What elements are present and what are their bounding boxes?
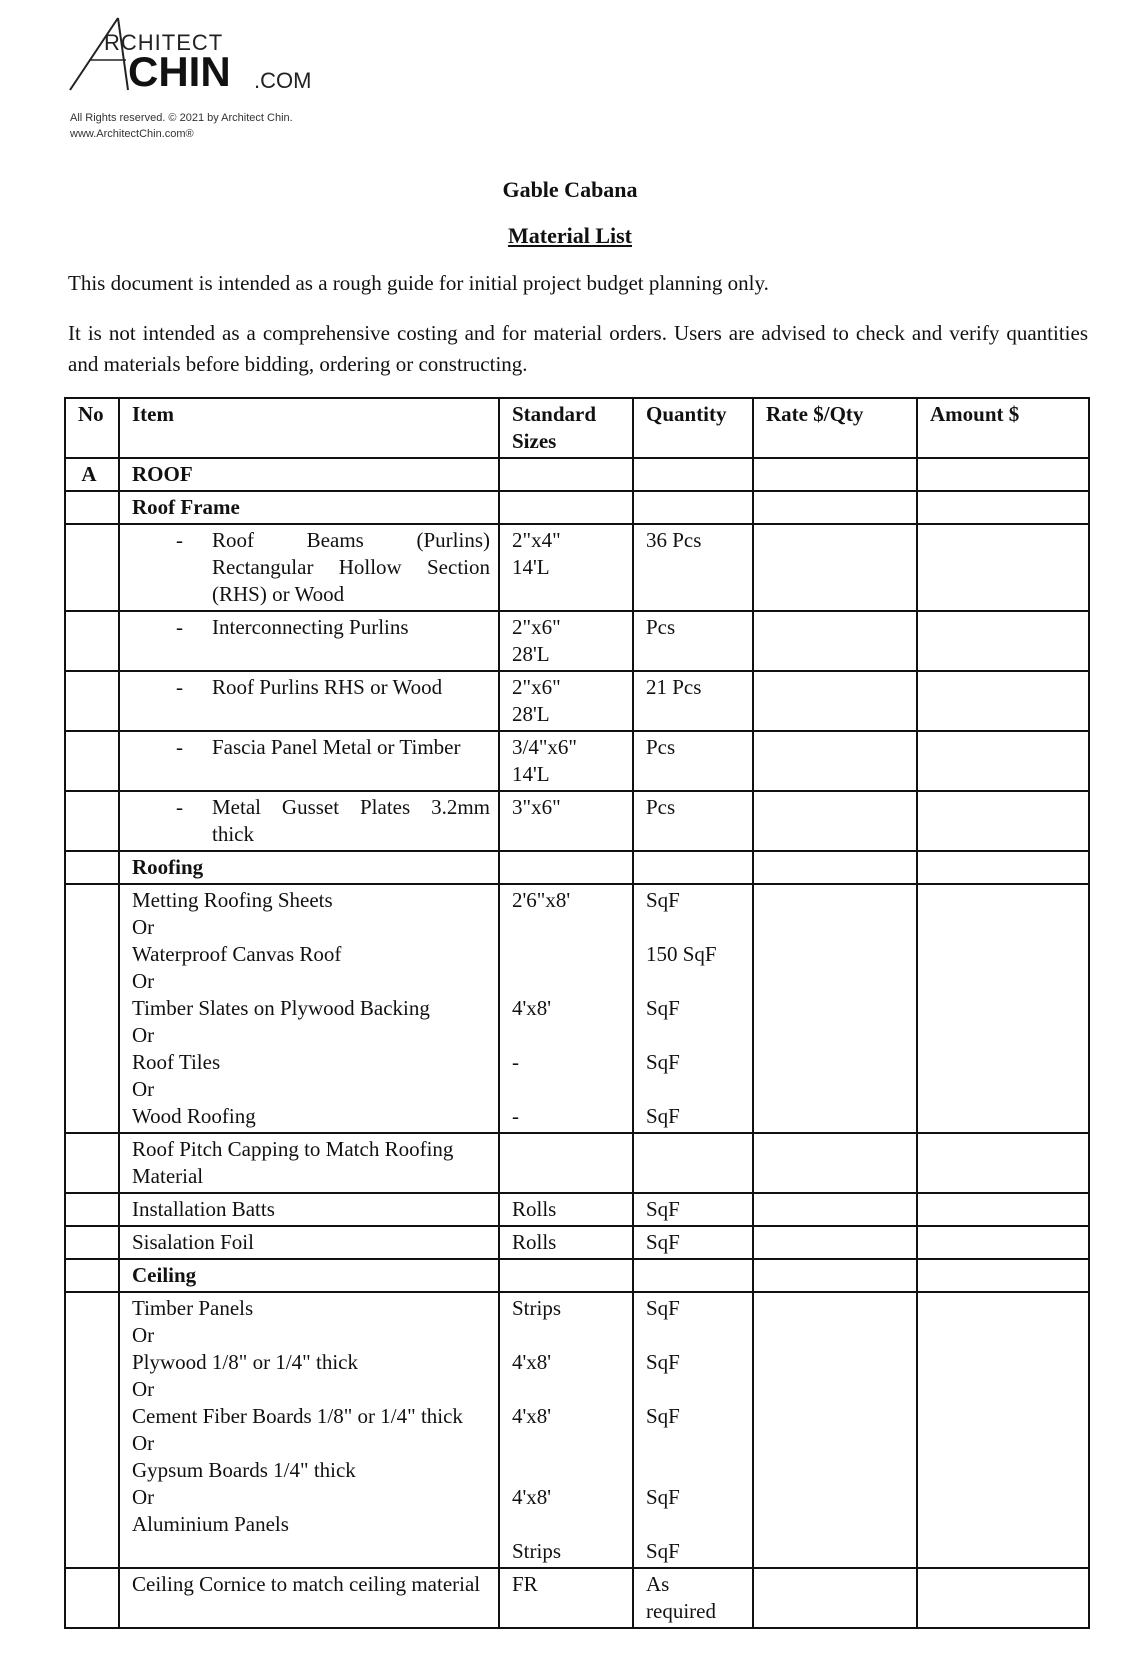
option-item: Timber Panels <box>132 1296 254 1320</box>
option-or: Or <box>132 1323 155 1347</box>
quantity-cell: 21 Pcs <box>633 671 753 731</box>
ceiling-qty-list <box>633 1292 753 1568</box>
roofing-options-list <box>119 884 499 1133</box>
section-row <box>65 458 1089 491</box>
std-size: 2"x6" <box>512 675 561 699</box>
option-or: Or <box>132 1023 155 1047</box>
option-item: Aluminium Panels <box>132 1512 289 1536</box>
option-or: Or <box>132 1077 155 1101</box>
quantity-cell: 36 Pcs <box>633 524 753 611</box>
std-length: 14'L <box>512 762 550 786</box>
item-text: Roof Purlins RHS or Wood <box>212 675 443 699</box>
std-length: 14'L <box>512 555 550 579</box>
std-size: 2"x4" <box>512 528 561 552</box>
logo-dotcom-text: .COM <box>254 68 312 93</box>
table-row <box>65 1226 1089 1259</box>
dash-marker: - <box>176 615 183 639</box>
subheading-roof-frame: Roof Frame <box>119 491 499 524</box>
table-row <box>65 791 1089 851</box>
option-size <box>512 941 624 968</box>
subheading-row <box>65 851 1089 884</box>
table-row <box>65 1568 1089 1628</box>
intro-paragraph-2: It is not intended as a comprehensive costing and for material orders. Users are advised to check and verify quantities and materials before bidding, ordering or constructing. <box>68 321 1088 376</box>
table-row <box>65 524 1089 611</box>
table-row <box>65 671 1089 731</box>
logo-chin-text: CHIN <box>128 48 231 95</box>
table-row <box>65 1133 1089 1193</box>
subheading-roofing: Roofing <box>119 851 499 884</box>
ceiling-sizes-list <box>499 1292 633 1568</box>
item-text: Interconnecting Purlins <box>212 615 409 639</box>
option-item: Cement Fiber Boards 1/8" or 1/4" thick <box>132 1404 463 1428</box>
quantity-cell: As required <box>633 1568 753 1628</box>
material-list-table <box>64 397 1090 1629</box>
option-or: Or <box>132 1431 155 1455</box>
std-size: FR <box>499 1568 633 1628</box>
subheading-ceiling: Ceiling <box>119 1259 499 1292</box>
header-no: No <box>65 398 119 458</box>
section-name: ROOF <box>119 458 499 491</box>
std-length: 28'L <box>512 642 550 666</box>
header-item: Item <box>119 398 499 458</box>
option-or: Or <box>132 1485 155 1509</box>
copyright-notice <box>70 110 293 142</box>
quantity-cell: Pcs <box>633 611 753 671</box>
item-text: Metal Gusset Plates 3.2mm thick <box>212 795 490 846</box>
table-row <box>65 1292 1089 1568</box>
copyright-line: All Rights reserved. © 2021 by Architect Chin. <box>70 112 293 124</box>
table-row <box>65 611 1089 671</box>
option-qty: SqF <box>646 1539 680 1563</box>
option-item: Wood Roofing <box>132 1104 256 1128</box>
item-text: Roof Pitch Capping to Match Roofing Material <box>119 1133 499 1193</box>
item-text: Installation Batts <box>119 1193 499 1226</box>
architect-chin-logo <box>68 14 338 94</box>
dash-marker: - <box>176 675 183 699</box>
quantity-cell: Pcs <box>633 731 753 791</box>
option-qty: SqF <box>646 1050 680 1074</box>
option-qty: SqF <box>646 1485 680 1509</box>
table-row <box>65 731 1089 791</box>
option-item: Plywood 1/8" or 1/4" thick <box>132 1350 358 1374</box>
website-line: www.ArchitectChin.com® <box>70 128 194 140</box>
option-size: Strips <box>512 1539 562 1563</box>
option-size: 4'x8' <box>512 996 552 1020</box>
quantity-cell: SqF <box>633 1226 753 1259</box>
quantity-cell: SqF <box>633 1193 753 1226</box>
option-size: Strips <box>512 1296 562 1320</box>
option-qty: SqF <box>646 1350 680 1374</box>
header-rate: Rate $/Qty <box>753 398 917 458</box>
dash-marker: - <box>176 735 183 759</box>
option-qty: SqF <box>646 996 680 1020</box>
dash-marker: - <box>176 795 183 819</box>
option-item: Metting Roofing Sheets <box>132 888 333 912</box>
dash-marker: - <box>176 528 183 552</box>
item-text: Ceiling Cornice to match ceiling material <box>119 1568 499 1628</box>
table-row <box>65 884 1089 1133</box>
option-or: Or <box>132 1377 155 1401</box>
std-size: Rolls <box>499 1226 633 1259</box>
option-size: 4'x8' <box>512 1485 552 1509</box>
option-size: - <box>512 1050 519 1074</box>
std-size: 3/4"x6" <box>512 735 577 759</box>
header-standard-sizes: Standard Sizes <box>499 398 633 458</box>
item-text: Fascia Panel Metal or Timber <box>212 735 461 759</box>
roofing-sizes-list <box>499 884 633 1133</box>
quantity-cell: Pcs <box>633 791 753 851</box>
document-title: Gable Cabana <box>502 177 638 202</box>
table-row <box>65 1193 1089 1226</box>
section-number: A <box>65 458 119 491</box>
option-size: 4'x8' <box>512 1404 552 1428</box>
subheading-row <box>65 491 1089 524</box>
option-item: Timber Slates on Plywood Backing <box>132 996 430 1020</box>
option-qty: SqF <box>646 888 680 912</box>
option-or: Or <box>132 969 155 993</box>
logo-architect-text: RCHITECT <box>104 30 224 55</box>
std-size: 3"x6" <box>512 795 561 819</box>
option-item: Roof Tiles <box>132 1050 221 1074</box>
option-size: 2'6"x8' <box>512 888 571 912</box>
table-header-row <box>65 398 1089 458</box>
item-text: Sisalation Foil <box>119 1226 499 1259</box>
intro-paragraph-1: This document is intended as a rough guide for initial project budget planning only. <box>68 271 769 295</box>
std-size: Rolls <box>499 1193 633 1226</box>
option-item: Gypsum Boards 1/4" thick <box>132 1458 356 1482</box>
option-qty: SqF <box>646 1104 680 1128</box>
option-item: Waterproof Canvas Roof <box>132 942 342 966</box>
std-length: 28'L <box>512 702 550 726</box>
item-text: Roof Beams (Purlins) Rectangular Hollow Section (RHS) or Wood <box>212 528 490 606</box>
header-quantity: Quantity <box>633 398 753 458</box>
document-subtitle: Material List <box>507 223 633 248</box>
option-or: Or <box>132 915 155 939</box>
header-amount: Amount $ <box>917 398 1089 458</box>
option-qty: 150 SqF <box>646 942 717 966</box>
option-size: - <box>512 1104 519 1128</box>
option-size: 4'x8' <box>512 1350 552 1374</box>
subheading-row <box>65 1259 1089 1292</box>
ceiling-options-list <box>119 1292 499 1568</box>
std-size: 2"x6" <box>512 615 561 639</box>
roofing-qty-list <box>633 884 753 1133</box>
option-qty: SqF <box>646 1296 680 1320</box>
option-qty: SqF <box>646 1404 680 1428</box>
